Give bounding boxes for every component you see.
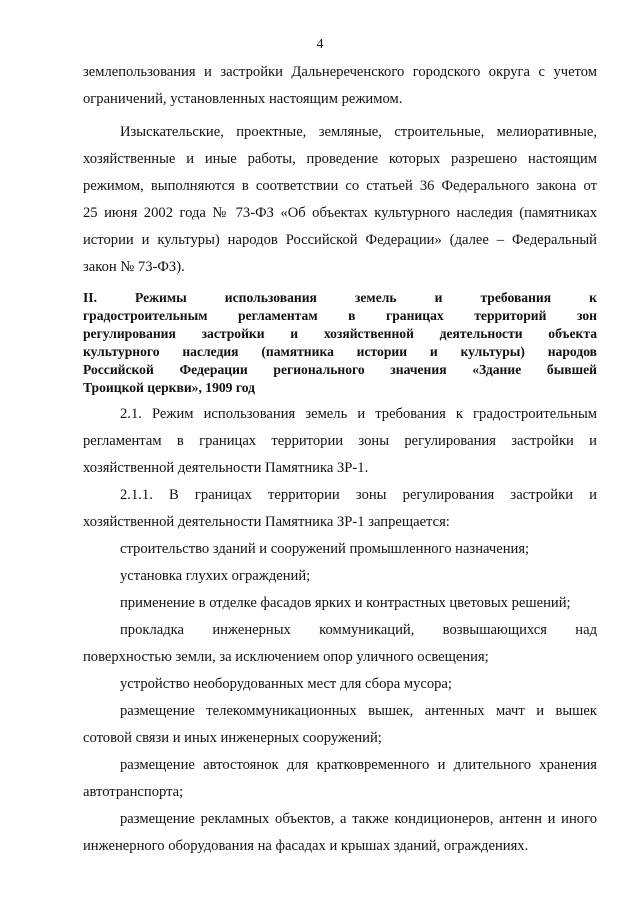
intro-line: ограничений, установленных настоящим режимом. — [83, 91, 403, 107]
works-paragraph-line: режимом, выполняются в соответствии со статьей 36 Федерального закона от — [83, 178, 597, 194]
prohibition-item: устройство необорудованных мест для сбора мусора; — [120, 676, 452, 692]
works-paragraph-line: Изыскательские, проектные, земляные, строительные, мелиоративные, — [120, 124, 597, 140]
clause-2-1-line: 2.1. Режим использования земель и требования к градостроительным — [120, 406, 597, 422]
prohibition-item: размещение рекламных объектов, а также кондиционеров, антенн и иного — [120, 811, 597, 827]
prohibition-item: размещение автостоянок для кратковременного и длительного хранения — [120, 757, 597, 773]
section-heading-line: II. Режимы использования земель и требования к — [83, 290, 597, 305]
intro-line: землепользования и застройки Дальнереченского городского округа с учетом — [83, 64, 597, 80]
prohibition-item: применение в отделке фасадов ярких и контрастных цветовых решений; — [120, 595, 571, 611]
prohibition-item: размещение телекоммуникационных вышек, антенных мачт и вышек — [120, 703, 597, 719]
clause-2-1-line: хозяйственной деятельности Памятника ЗР-1. — [83, 460, 369, 476]
prohibition-item: установка глухих ограждений; — [120, 568, 311, 584]
prohibition-item-continuation: автотранспорта; — [83, 784, 184, 800]
prohibition-item-continuation: поверхностью земли, за исключением опор уличного освещения; — [83, 649, 489, 665]
works-paragraph-line: 25 июня 2002 года № 73-ФЗ «Об объектах культурного наследия (памятниках — [83, 205, 597, 221]
page-number: 4 — [316, 37, 324, 52]
section-heading-line: Российской Федерации регионального значения «Здание бывшей — [83, 362, 597, 377]
prohibition-item-continuation: инженерного оборудования на фасадах и крышах зданий, ограждениях. — [83, 838, 529, 854]
prohibition-item: строительство зданий и сооружений промышленного назначения; — [120, 541, 530, 557]
section-heading-line: градостроительным регламентам в границах территорий зон — [83, 308, 597, 323]
prohibition-item: прокладка инженерных коммуникаций, возвышающихся над — [120, 622, 597, 638]
clause-2-1-1-line: 2.1.1. В границах территории зоны регулирования застройки и — [120, 487, 597, 503]
section-heading-line: Троицкой церкви», 1909 год — [83, 380, 255, 395]
works-paragraph-line: закон № 73-ФЗ). — [83, 259, 185, 275]
clause-2-1-line: регламентам в границах территории зоны регулирования застройки и — [83, 433, 597, 449]
works-paragraph-line: хозяйственные и иные работы, проведение которых разрешено настоящим — [83, 151, 597, 167]
section-heading-line: культурного наследия (памятника истории и культуры) народов — [83, 344, 597, 359]
works-paragraph-line: истории и культуры) народов Российской Федерации» (далее – Федеральный — [83, 232, 597, 248]
section-heading-line: регулирования застройки и хозяйственной деятельности объекта — [83, 326, 597, 341]
clause-2-1-1-line: хозяйственной деятельности Памятника ЗР-1 запрещается: — [83, 514, 450, 530]
prohibition-item-continuation: сотовой связи и иных инженерных сооружений; — [83, 730, 382, 746]
